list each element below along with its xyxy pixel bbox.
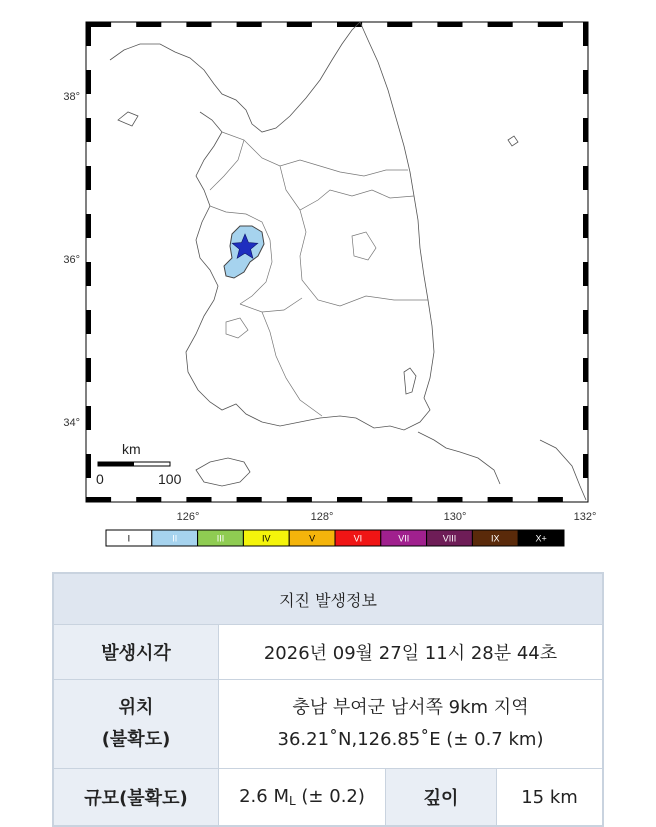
frame-tick xyxy=(538,497,563,502)
frame-tick xyxy=(186,22,211,27)
legend-label: X+ xyxy=(535,533,547,544)
scale-start: 0 xyxy=(96,471,104,487)
magnitude-uncertainty: (± 0.2) xyxy=(295,786,365,807)
legend-label: I xyxy=(127,533,131,544)
frame-tick xyxy=(583,118,588,142)
frame-tick xyxy=(583,262,588,286)
lat-label-38: 38° xyxy=(63,91,80,103)
scale-unit: km xyxy=(122,441,141,457)
frame-tick xyxy=(186,497,211,502)
frame-tick xyxy=(136,22,161,27)
legend-label: II xyxy=(172,533,178,544)
depth-value: 15 km xyxy=(497,769,604,827)
magnitude-value xyxy=(219,769,386,827)
frame-tick xyxy=(437,497,462,502)
frame-tick xyxy=(86,70,91,94)
frame-tick xyxy=(387,497,412,502)
map-frame xyxy=(86,22,588,502)
frame-tick xyxy=(583,454,588,478)
frame-tick xyxy=(437,22,462,27)
frame-tick xyxy=(387,22,412,27)
lon-label-132: 132° xyxy=(573,511,597,523)
frame-tick xyxy=(86,497,111,502)
legend-label: VI xyxy=(353,533,363,544)
frame-tick xyxy=(237,497,262,502)
lat-label-34: 34° xyxy=(63,417,80,429)
location-value-2: 36.21˚N,126.85˚E (± 0.7 km) xyxy=(277,729,544,750)
legend-label: VII xyxy=(398,533,410,544)
frame-tick xyxy=(86,214,91,238)
info-title: 지진 발생정보 xyxy=(53,573,603,625)
frame-tick xyxy=(583,406,588,430)
frame-tick xyxy=(488,22,513,27)
frame-tick xyxy=(583,214,588,238)
legend-label: VIII xyxy=(442,533,457,544)
frame-tick xyxy=(583,310,588,334)
legend-label: V xyxy=(309,533,316,544)
scale-end: 100 xyxy=(158,471,182,487)
legend-label: IV xyxy=(262,533,271,544)
magnitude-label: 규모(불확도) xyxy=(53,769,219,827)
lon-label-126: 126° xyxy=(176,511,200,523)
frame-tick xyxy=(583,166,588,190)
frame-tick xyxy=(337,497,362,502)
frame-tick xyxy=(337,22,362,27)
location-value-1: 충남 부여군 남서쪽 9km 지역 xyxy=(292,697,529,718)
magnitude-number: 2.6 M xyxy=(239,786,289,807)
time-label: 발생시각 xyxy=(53,625,219,680)
frame-tick xyxy=(583,358,588,382)
earthquake-info-table xyxy=(52,572,604,827)
frame-tick xyxy=(86,166,91,190)
frame-tick xyxy=(538,22,563,27)
magnitude-scale-subscript: L xyxy=(289,794,296,808)
depth-label: 깊이 xyxy=(386,769,497,827)
frame-tick xyxy=(86,262,91,286)
frame-tick xyxy=(287,497,312,502)
frame-tick xyxy=(86,118,91,142)
lon-label-128: 128° xyxy=(310,511,334,523)
lon-label-130: 130° xyxy=(443,511,467,523)
frame-tick xyxy=(86,358,91,382)
frame-tick xyxy=(86,454,91,478)
location-value xyxy=(219,680,604,769)
intensity-legend xyxy=(106,530,564,546)
location-label-1: 위치 xyxy=(118,697,154,718)
frame-tick xyxy=(583,22,588,46)
frame-tick xyxy=(583,70,588,94)
frame-tick xyxy=(86,22,91,46)
time-value: 2026년 09월 27일 11시 28분 44초 xyxy=(219,625,604,680)
lat-label-36: 36° xyxy=(63,254,80,266)
frame-tick xyxy=(86,406,91,430)
frame-tick xyxy=(488,497,513,502)
location-label-2: (불확도) xyxy=(101,729,171,750)
frame-tick xyxy=(237,22,262,27)
legend-label: III xyxy=(216,533,225,544)
frame-tick xyxy=(86,310,91,334)
location-label xyxy=(53,680,219,769)
frame-tick xyxy=(136,497,161,502)
frame-tick xyxy=(287,22,312,27)
legend-label: IX xyxy=(491,533,500,544)
